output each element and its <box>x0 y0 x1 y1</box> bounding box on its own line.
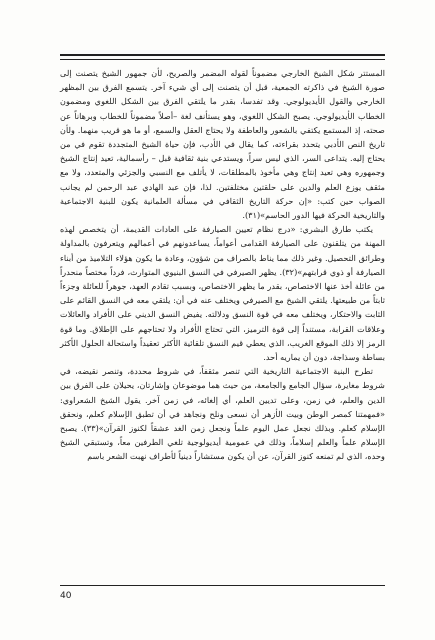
book-page <box>60 54 385 464</box>
bottom-rule <box>60 585 385 586</box>
paragraph-3: تطرح البنية الاجتماعية التاريخية التي تنصر مثقفاً، في شروط محددة، وتنصر نقيضه، في شروط مغايرة، سؤال الجامع والجامعة، من حيث هما موضوعان وإشارتان، يحيلان على الفرق بين الدين والعلم، في زمن، وعلى تديين العلم، أي إلغائه، في زمن آخر. يقول الشيخ الشعراوي: «فمهمتنا كمصر الوطن وبيت الأزهر أن نسعى ونلح ونجاهد في أن تطبق الإسلام كعلم، ونحقق الإسلام كعلم. وبذلك نجعل عمل اليوم علماً ونجعل زمن الغد عشقاً لكنوز القرآن»(٣٣). يصبح الإسلام علماً والعلم إسلاماً، وذلك في عمومية أيديولوجية تلغي الطرفين معاً، وتستبقي الشيخ وحده، الذي لم تمنعه كنوز القرآن، عن أن يكون مستشاراً دينياً لأطراف نهبت الشعر باسم <box>60 366 385 462</box>
page-number: 40 <box>60 591 72 601</box>
top-rule <box>60 54 385 56</box>
paragraph-1: المستتر شكل الشيخ الخارجي مضموناً لقوله المضمر والصريح، لأن جمهور الشيخ يتصنت إلى صورة الشيخ في ذاكرته الجمعية، قبل أن يتصنت إلى أي شيء آخر. يتسمع الفرق بين المظهر الخارجي والقول الأيديولوجي. وقد تفدسا، بقدر ما يلتقي الفرق بين الشكل اللغوي ومضمون الخطاب الأيديولوجي. يصبح الشكل اللغوي، وهو يستأنف لغة –أصلاً مضموناً للخطاب وبرهاناً عن صحته، إذ المستمع يكتفي بالشعور والعاطفة ولا يحتاج العقل والسمع، أو ما هو قريب منهما. ولأن تاريخ النص الأدبي يتحدد بقراءته، كما يقال في الأدب، فإن حياة الشيخ المتجددة تقوم في من يحتاج إليه. يتداعى السر، الذي ليس سراً، ويستدعي بنية ثقافية قبل – رأسمالية، تعيد إنتاج الشيخ وجمهوره وهي تعيد إنتاج وهي مأخوذ بالمطلقات، لا يأتلف مع النسبي والجزئي والمتعدد، ولا مع مثقف يوزع العلم والدين على حلقتين مختلفتين. لذا، فإن عبد الهادي عبد الرحمن لم يجانب الصواب حين كتب: «إن حركة التاريخ الثقافي في مسألة العلمانية يكون للبنية الاجتماعية والتاريخية الحركة فيها الدور الحاسم»(٣١). <box>60 68 385 221</box>
paragraph-2: يكتب طارق البشري: «درج نظام تعيين الصيارفة على العادات القديمة، أن يتخصص لهذه المهنة من يتلقنون على الصيارفة القدامى أعواماً، يساعدونهم في أعمالهم ويتعرفون بالمداولة وطرائق التحصيل. وغير ذلك مما يناط بالصراف من شؤون، وعادة ما يكون هؤلاء التلاميذ من أبناء الصيارفة أو ذوي قرابتهم»(٣٢). يظهر الصيرفي في النسق البنيوي المتوارث، فرداً مختصاً منحدراً من عائلة أخذ عنها الاختصاص، بقدر ما يظهر الاختصاص، وبسبب تقادم العهد، جوهراً للعائلة وجزءاً ثابتاً من طبيعتها. يلتقي الشيخ مع الصيرفي ويختلف عنه في أن: يلتقي معه في النسق القائم على الثابت والاحتكار، ويختلف معه في قوة النسق ودلالته. يفيض النسق الديني على الأفراد والعائلات وعلاقات القرابة، مستنداً إلى قوة الترميز، التي تحتاج الأفراد ولا تحتاجهم على الإطلاق. وما قوة الرمز إلا ذلك الموقع الغريب، الذي يعطي قيم النسق تلقائية الأكثر تعقيداً واستحالة الحلول الأكثر بساطة وسذاجة، دون أن يماريه أحد. <box>60 224 385 363</box>
top-rule-thin <box>60 59 385 60</box>
